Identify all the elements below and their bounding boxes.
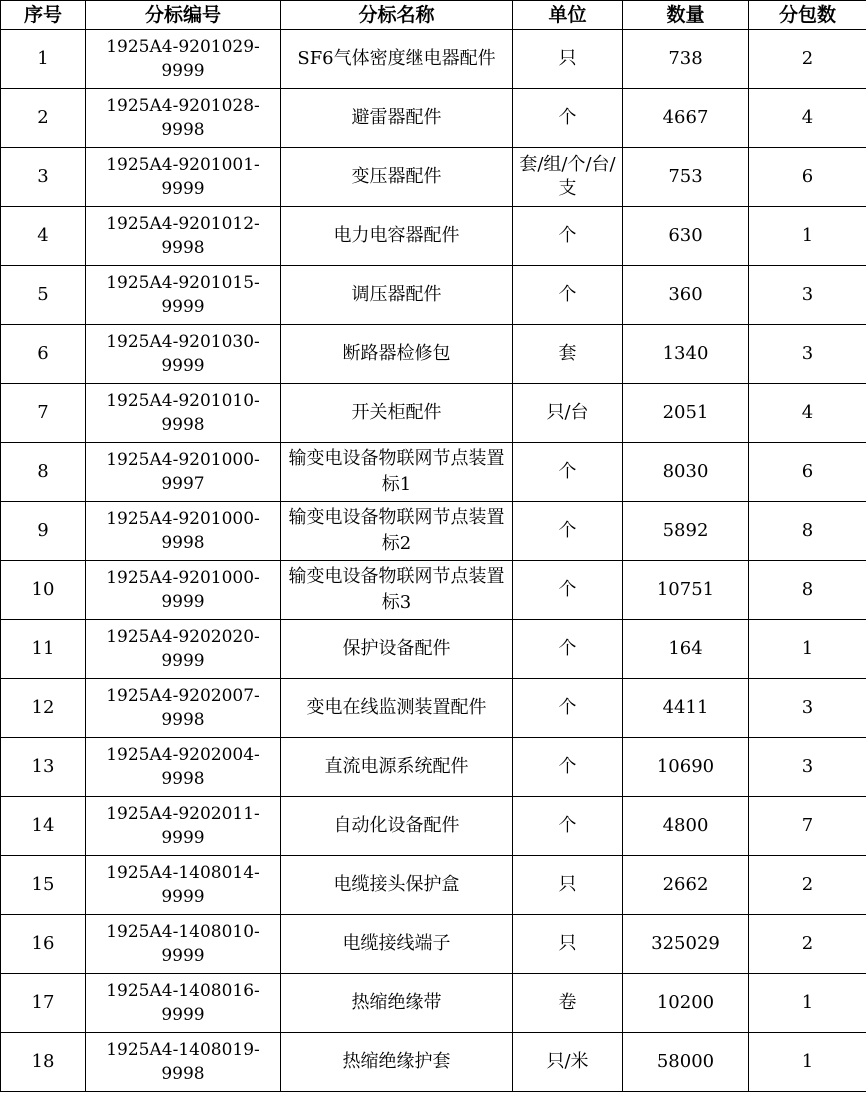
header-row — [1, 1, 866, 30]
row-quantity-cell: 2051 — [623, 384, 749, 443]
row-lot-name-cell: 输变电设备物联网节点装置标1 — [281, 443, 513, 502]
table-row — [1, 207, 866, 266]
row-unit-cell: 个 — [513, 502, 623, 561]
row-seq-cell: 9 — [1, 502, 86, 561]
row-lot-code-cell: 1925A4-9201000-9999 — [86, 561, 281, 620]
row-seq-cell: 2 — [1, 89, 86, 148]
row-package-count-cell: 6 — [749, 443, 866, 502]
table-row — [1, 797, 866, 856]
table-row — [1, 561, 866, 620]
row-lot-name-cell: 热缩绝缘护套 — [281, 1033, 513, 1092]
row-package-count-cell: 2 — [749, 30, 866, 89]
header-quantity: 数量 — [623, 1, 749, 30]
row-quantity-cell: 10200 — [623, 974, 749, 1033]
table-row — [1, 266, 866, 325]
table-row — [1, 915, 866, 974]
row-quantity-cell: 5892 — [623, 502, 749, 561]
row-unit-cell: 个 — [513, 89, 623, 148]
row-package-count-cell: 3 — [749, 266, 866, 325]
row-lot-name-cell: 自动化设备配件 — [281, 797, 513, 856]
row-lot-name-cell: 输变电设备物联网节点装置标2 — [281, 502, 513, 561]
row-lot-code-cell: 1925A4-9202004-9998 — [86, 738, 281, 797]
header-lot-code: 分标编号 — [86, 1, 281, 30]
row-package-count-cell: 1 — [749, 207, 866, 266]
row-lot-code-cell: 1925A4-9202020-9999 — [86, 620, 281, 679]
row-quantity-cell: 8030 — [623, 443, 749, 502]
table-row — [1, 30, 866, 89]
row-seq-cell: 16 — [1, 915, 86, 974]
row-unit-cell: 卷 — [513, 974, 623, 1033]
row-lot-name-cell: 电缆接头保护盒 — [281, 856, 513, 915]
row-seq-cell: 5 — [1, 266, 86, 325]
table-row — [1, 856, 866, 915]
row-seq-cell: 15 — [1, 856, 86, 915]
row-package-count-cell: 3 — [749, 679, 866, 738]
row-lot-code-cell: 1925A4-9201010-9998 — [86, 384, 281, 443]
row-lot-name-cell: 保护设备配件 — [281, 620, 513, 679]
row-quantity-cell: 10751 — [623, 561, 749, 620]
row-lot-name-cell: 变压器配件 — [281, 148, 513, 207]
header-package-count: 分包数 — [749, 1, 866, 30]
table-row — [1, 620, 866, 679]
row-seq-cell: 17 — [1, 974, 86, 1033]
row-lot-name-cell: 调压器配件 — [281, 266, 513, 325]
row-lot-name-cell: 输变电设备物联网节点装置标3 — [281, 561, 513, 620]
row-quantity-cell: 10690 — [623, 738, 749, 797]
header-seq: 序号 — [1, 1, 86, 30]
row-lot-name-cell: SF6气体密度继电器配件 — [281, 30, 513, 89]
row-lot-name-cell: 热缩绝缘带 — [281, 974, 513, 1033]
table-body — [1, 30, 866, 1092]
table-row — [1, 502, 866, 561]
row-lot-name-cell: 避雷器配件 — [281, 89, 513, 148]
table-row — [1, 148, 866, 207]
row-seq-cell: 7 — [1, 384, 86, 443]
row-lot-code-cell: 1925A4-9202011-9999 — [86, 797, 281, 856]
row-lot-code-cell: 1925A4-9201000-9998 — [86, 502, 281, 561]
row-package-count-cell: 8 — [749, 561, 866, 620]
row-quantity-cell: 325029 — [623, 915, 749, 974]
row-package-count-cell: 1 — [749, 974, 866, 1033]
row-seq-cell: 12 — [1, 679, 86, 738]
row-lot-code-cell: 1925A4-9201015-9999 — [86, 266, 281, 325]
row-unit-cell: 个 — [513, 738, 623, 797]
row-lot-name-cell: 电缆接线端子 — [281, 915, 513, 974]
row-seq-cell: 8 — [1, 443, 86, 502]
row-unit-cell: 个 — [513, 561, 623, 620]
row-package-count-cell: 1 — [749, 620, 866, 679]
table-row — [1, 325, 866, 384]
row-unit-cell: 套/组/个/台/支 — [513, 148, 623, 207]
table-row — [1, 679, 866, 738]
row-quantity-cell: 4800 — [623, 797, 749, 856]
table-row — [1, 384, 866, 443]
row-lot-code-cell: 1925A4-9201030-9999 — [86, 325, 281, 384]
row-quantity-cell: 738 — [623, 30, 749, 89]
row-lot-name-cell: 电力电容器配件 — [281, 207, 513, 266]
row-lot-code-cell: 1925A4-1408016-9999 — [86, 974, 281, 1033]
row-package-count-cell: 2 — [749, 915, 866, 974]
row-unit-cell: 个 — [513, 207, 623, 266]
row-quantity-cell: 360 — [623, 266, 749, 325]
row-lot-name-cell: 直流电源系统配件 — [281, 738, 513, 797]
row-quantity-cell: 630 — [623, 207, 749, 266]
row-lot-code-cell: 1925A4-1408019-9998 — [86, 1033, 281, 1092]
row-quantity-cell: 2662 — [623, 856, 749, 915]
row-lot-code-cell: 1925A4-9201000-9997 — [86, 443, 281, 502]
row-seq-cell: 11 — [1, 620, 86, 679]
table-row — [1, 1033, 866, 1092]
row-quantity-cell: 4411 — [623, 679, 749, 738]
row-seq-cell: 6 — [1, 325, 86, 384]
row-quantity-cell: 1340 — [623, 325, 749, 384]
row-lot-name-cell: 开关柜配件 — [281, 384, 513, 443]
row-lot-code-cell: 1925A4-9202007-9998 — [86, 679, 281, 738]
row-package-count-cell: 6 — [749, 148, 866, 207]
row-seq-cell: 10 — [1, 561, 86, 620]
row-unit-cell: 个 — [513, 266, 623, 325]
row-quantity-cell: 4667 — [623, 89, 749, 148]
row-unit-cell: 套 — [513, 325, 623, 384]
row-seq-cell: 4 — [1, 207, 86, 266]
row-quantity-cell: 164 — [623, 620, 749, 679]
table-row — [1, 974, 866, 1033]
row-unit-cell: 只 — [513, 856, 623, 915]
row-lot-name-cell: 断路器检修包 — [281, 325, 513, 384]
row-package-count-cell: 3 — [749, 738, 866, 797]
row-unit-cell: 只 — [513, 30, 623, 89]
row-seq-cell: 3 — [1, 148, 86, 207]
row-package-count-cell: 1 — [749, 1033, 866, 1092]
row-package-count-cell: 3 — [749, 325, 866, 384]
header-lot-name: 分标名称 — [281, 1, 513, 30]
table-row — [1, 89, 866, 148]
row-seq-cell: 1 — [1, 30, 86, 89]
row-unit-cell: 只 — [513, 915, 623, 974]
row-seq-cell: 13 — [1, 738, 86, 797]
row-lot-code-cell: 1925A4-1408010-9999 — [86, 915, 281, 974]
row-package-count-cell: 4 — [749, 384, 866, 443]
row-lot-code-cell: 1925A4-9201029-9999 — [86, 30, 281, 89]
header-unit: 单位 — [513, 1, 623, 30]
row-lot-name-cell: 变电在线监测装置配件 — [281, 679, 513, 738]
row-seq-cell: 14 — [1, 797, 86, 856]
row-lot-code-cell: 1925A4-1408014-9999 — [86, 856, 281, 915]
row-seq-cell: 18 — [1, 1033, 86, 1092]
row-unit-cell: 个 — [513, 797, 623, 856]
row-unit-cell: 个 — [513, 679, 623, 738]
row-unit-cell: 只/米 — [513, 1033, 623, 1092]
row-unit-cell: 个 — [513, 443, 623, 502]
table-row — [1, 738, 866, 797]
row-lot-code-cell: 1925A4-9201001-9999 — [86, 148, 281, 207]
row-package-count-cell: 2 — [749, 856, 866, 915]
row-quantity-cell: 58000 — [623, 1033, 749, 1092]
row-lot-code-cell: 1925A4-9201012-9998 — [86, 207, 281, 266]
table-row — [1, 443, 866, 502]
row-package-count-cell: 7 — [749, 797, 866, 856]
row-unit-cell: 个 — [513, 620, 623, 679]
row-lot-code-cell: 1925A4-9201028-9998 — [86, 89, 281, 148]
row-package-count-cell: 8 — [749, 502, 866, 561]
row-unit-cell: 只/台 — [513, 384, 623, 443]
row-package-count-cell: 4 — [749, 89, 866, 148]
row-quantity-cell: 753 — [623, 148, 749, 207]
